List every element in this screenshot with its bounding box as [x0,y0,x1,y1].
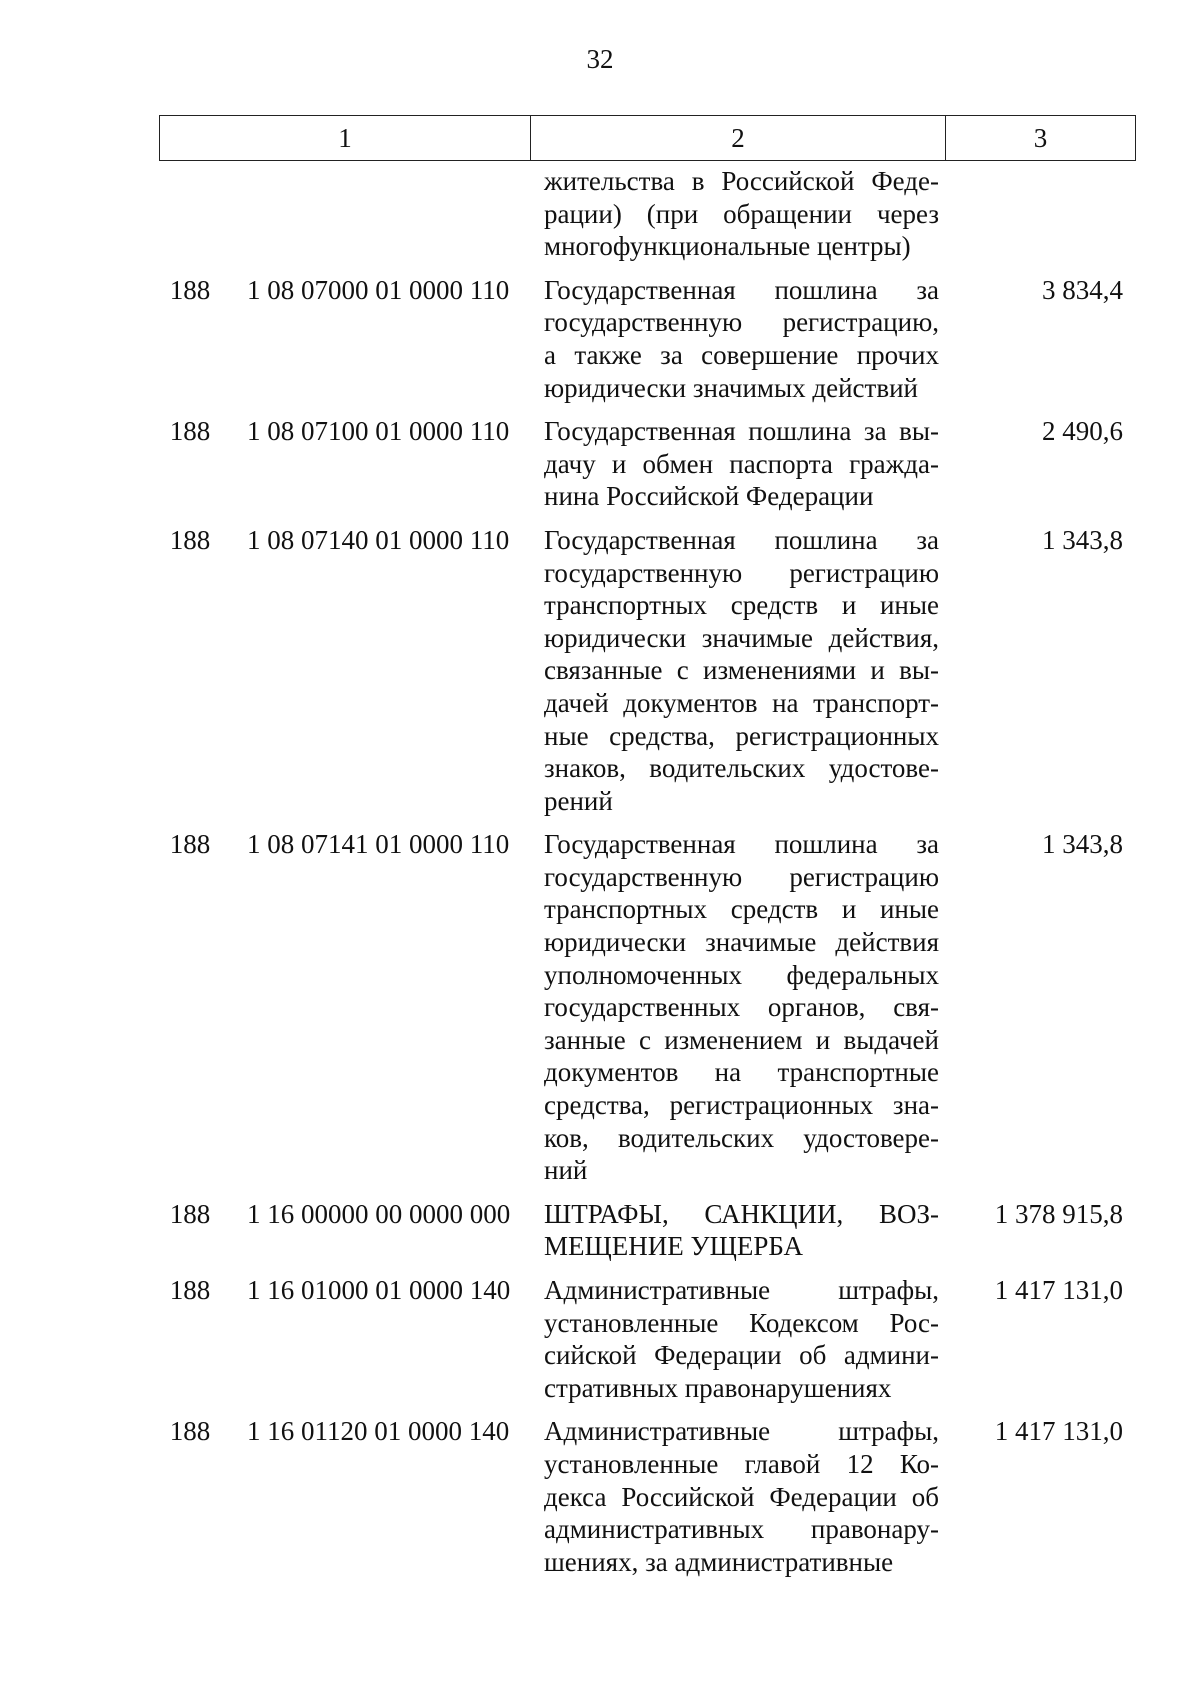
revenue-code-cell: 1 08 07100 01 0000 110 [247,416,510,447]
description-cell [544,1274,939,1404]
admin-code-cell: 188 [169,524,211,555]
description-line: документов на транспортные [544,1057,939,1088]
description-line: средства, регистрационных зна- [544,1090,939,1121]
description-line: ные средства, регистрационных [544,720,939,751]
amount-cell: 3 834,4 [1042,274,1123,305]
row-spacer [0,513,1200,524]
row-spacer [0,817,1200,828]
revenue-code-cell: 1 16 01000 01 0000 140 [247,1275,511,1305]
description-line: государственную регистрацию [544,861,939,892]
description-line: занные с изменением и выдачей [544,1024,939,1055]
table-header [159,115,1136,161]
column-header-2: 2 [531,116,946,161]
revenue-code-cell: 1 08 07141 01 0000 110 [247,829,510,860]
revenue-code-cell: 1 16 01120 01 0000 140 [247,1416,510,1447]
description-cell [544,415,939,513]
description-line: ков, водительских удостовере- [544,1122,939,1153]
description-line: юридически значимые действия [544,927,939,958]
column-header-3: 3 [946,116,1136,161]
description-cell [544,524,939,817]
row-spacer [0,1404,1200,1415]
description-cell [544,274,939,404]
table-row [0,524,1200,817]
description-line: сийской Федерации об админи- [544,1340,939,1371]
description-line: знаков, водительских удостове- [544,753,939,784]
description-line: а также за совершение прочих [544,339,939,370]
description-line: декса Российской Федерации об [544,1481,939,1512]
revenue-code-cell: 1 16 00000 00 0000 000 [247,1198,511,1229]
description-line: юридически значимых действий [544,372,918,403]
description-cell [544,165,939,263]
table-row [0,1415,1200,1578]
page-number: 32 [586,44,614,74]
table-row [0,1274,1200,1404]
description-line: государственных органов, свя- [544,992,939,1023]
description-cell [544,1198,939,1263]
table-body [0,165,1200,1578]
admin-code-cell: 188 [169,1198,211,1229]
admin-code-cell: 188 [169,274,211,305]
table-row [0,415,1200,513]
description-line: юридически значимые действия, [544,622,939,653]
description-line: установленные главой 12 Ко- [544,1448,939,1479]
amount-cell: 1 417 131,0 [994,1416,1123,1447]
revenue-code-cell: 1 08 07000 01 0000 110 [247,274,510,305]
admin-code-cell: 188 [169,1416,211,1447]
description-line: жительства в Российской Феде- [544,166,939,196]
description-line: Государственная пошлина за [544,829,939,860]
table-row [0,828,1200,1187]
amount-cell: 2 490,6 [1042,416,1123,447]
description-line: стративных правонарушениях [544,1372,892,1403]
description-line: шениях, за административные [544,1546,894,1577]
description-line: многофункциональные центры) [544,231,911,262]
description-line: Государственная пошлина за [544,274,939,305]
row-spacer [0,1187,1200,1198]
amount-cell: 1 343,8 [1042,829,1123,860]
description-line: нина Российской Федерации [544,481,874,512]
description-line: государственную регистрацию, [544,307,939,338]
description-line: транспортных средств и иные [544,894,939,925]
amount-cell: 1 378 915,8 [994,1198,1123,1229]
table-row [0,165,1200,263]
description-line: Государственная пошлина за [544,524,939,555]
description-cell [544,1415,939,1578]
revenue-code-cell: 1 08 07140 01 0000 110 [247,524,510,555]
description-cell [544,828,939,1187]
table-row [0,274,1200,404]
description-line: Административные штрафы, [544,1416,939,1447]
admin-code-cell: 188 [169,416,211,447]
description-line: уполномоченных федеральных [544,959,939,990]
description-line: установленные Кодексом Рос- [544,1307,939,1338]
description-line: связанные с изменениями и вы- [544,655,939,686]
description-line: транспортных средств и иные [544,590,939,621]
description-line: ШТРАФЫ, САНКЦИИ, ВОЗ- [544,1198,939,1229]
description-line: ний [544,1155,588,1186]
description-line: административных правонару- [544,1514,939,1545]
admin-code-cell: 188 [169,1275,211,1305]
column-header-1: 1 [160,116,531,161]
description-line: Административные штрафы, [544,1275,939,1305]
description-line: МЕЩЕНИЕ УЩЕРБА [544,1231,803,1262]
description-line: рации) (при обращении через [544,198,939,229]
description-line: дачу и обмен паспорта гражда- [544,448,939,479]
amount-cell: 1 343,8 [1042,524,1123,555]
admin-code-cell: 188 [169,829,211,860]
table-row [0,1198,1200,1263]
description-line: дачей документов на транспорт- [544,687,939,718]
description-line: Государственная пошлина за вы- [544,416,939,447]
row-spacer [0,404,1200,415]
description-line: государственную регистрацию [544,557,939,588]
row-spacer [0,263,1200,274]
description-line: рений [544,785,613,816]
row-spacer [0,1263,1200,1274]
amount-cell: 1 417 131,0 [994,1275,1123,1305]
